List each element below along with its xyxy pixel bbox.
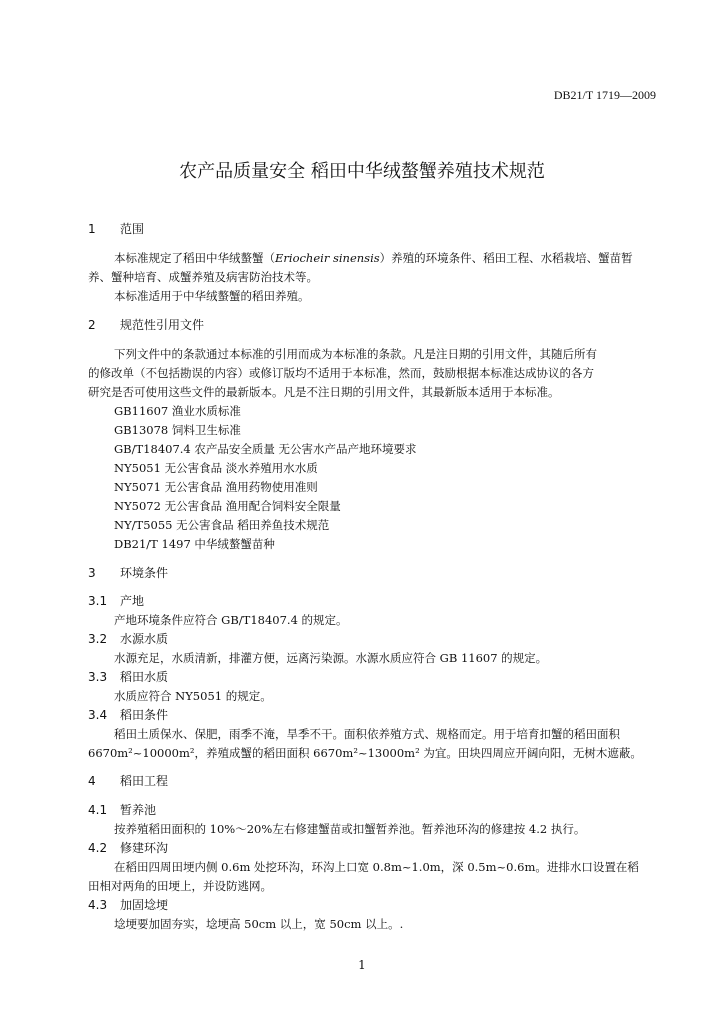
- subsection-number: 3.3: [88, 670, 108, 684]
- section-number: 3: [88, 566, 96, 580]
- reference-item: GB13078 饲料卫生标准: [114, 423, 241, 437]
- subsection-3-3-text: 水质应符合 NY5051 的规定。: [114, 689, 272, 703]
- section-1-para-2: 本标准适用于中华绒螯蟹的稻田养殖。: [114, 289, 310, 303]
- section-3-heading: [88, 566, 168, 580]
- document-title: 农产品质量安全 稻田中华绒螯蟹养殖技术规范: [179, 161, 545, 182]
- subsection-title: 稻田条件: [120, 708, 169, 722]
- subsection-4-3-text: 埝埂要加固夯实，埝埂高 50cm 以上，宽 50cm 以上。.: [114, 917, 404, 931]
- page-number: 1: [358, 958, 366, 972]
- section-1-para-1-line-2: 养、蟹种培育、成蟹养殖及病害防治技术等。: [88, 270, 318, 284]
- subsection-3-3-heading: [88, 670, 168, 684]
- subsection-title: 暂养池: [120, 803, 157, 817]
- latin-species-name: Eriocheir sinensis: [275, 251, 380, 265]
- subsection-4-2-line-1: 在稻田四周田埂内侧 0.6m 处挖环沟，环沟上口宽 0.8m~1.0m，深 0.5m~0.6m。进排水口设置在稻: [114, 860, 639, 874]
- subsection-3-4-line-1: 稻田土质保水、保肥，雨季不淹，旱季不干。面积依养殖方式、规格而定。用于培育扣蟹的稻田面积: [114, 727, 620, 741]
- subsection-title: 加固埝埂: [120, 898, 169, 912]
- subsection-3-4-line-2: 6670m²~10000m²，养殖成蟹的稻田面积 6670m²~13000m² 为宜。田块四周应开阔向阳，无树木遮蔽。: [88, 746, 642, 760]
- section-title: 环境条件: [120, 566, 169, 580]
- subsection-4-1-text: 按养殖稻田面积的 10%～20%左右修建蟹苗或扣蟹暂养池。暂养池环沟的修建按 4.2 执行。: [114, 822, 586, 836]
- subsection-3-4-heading: [88, 708, 168, 722]
- subsection-title: 产地: [120, 594, 145, 608]
- section-number: 2: [88, 318, 96, 332]
- reference-item: NY5051 无公害食品 淡水养殖用水水质: [114, 461, 318, 475]
- subsection-number: 4.1: [88, 803, 108, 817]
- text-run: 本标准规定了稻田中华绒螯蟹（: [114, 251, 275, 265]
- section-1-para-1-line-1: [114, 251, 633, 265]
- reference-item: DB21/T 1497 中华绒螯蟹苗种: [114, 537, 275, 551]
- subsection-3-1-text: 产地环境条件应符合 GB/T18407.4 的规定。: [114, 613, 348, 627]
- subsection-4-1-heading: [88, 803, 156, 817]
- section-title: 稻田工程: [120, 774, 169, 788]
- standard-code: DB21/T 1719—2009: [553, 88, 656, 102]
- reference-item: GB/T18407.4 农产品安全质量 无公害水产品产地环境要求: [114, 442, 417, 456]
- section-4-heading: [88, 774, 168, 788]
- subsection-3-2-text: 水源充足，水质清新，排灌方便，远离污染源。水源水质应符合 GB 11607 的规定。: [114, 651, 548, 665]
- subsection-title: 稻田水质: [120, 670, 169, 684]
- section-title: 规范性引用文件: [120, 318, 205, 332]
- section-2-heading: [88, 318, 204, 332]
- section-title: 范围: [120, 222, 145, 236]
- subsection-number: 4.2: [88, 841, 108, 855]
- subsection-number: 3.2: [88, 632, 108, 646]
- subsection-4-2-heading: [88, 841, 168, 855]
- subsection-3-2-heading: [88, 632, 168, 646]
- subsection-number: 3.4: [88, 708, 108, 722]
- reference-item: GB11607 渔业水质标准: [114, 404, 241, 418]
- section-number: 4: [88, 774, 96, 788]
- reference-item: NY5071 无公害食品 渔用药物使用准则: [114, 480, 318, 494]
- subsection-3-1-heading: [88, 594, 144, 608]
- subsection-number: 3.1: [88, 594, 108, 608]
- subsection-title: 水源水质: [120, 632, 169, 646]
- section-2-para-line-1: 下列文件中的条款通过本标准的引用而成为本标准的条款。凡是注日期的引用文件，其随后所有: [114, 347, 597, 361]
- section-1-heading: [88, 222, 144, 236]
- reference-item: NY/T5055 无公害食品 稻田养鱼技术规范: [114, 518, 330, 532]
- section-2-para-line-2: 的修改单（不包括勘误的内容）或修订版均不适用于本标准，然而，鼓励根据本标准达成协议的各方: [88, 366, 594, 380]
- subsection-title: 修建环沟: [120, 841, 169, 855]
- section-number: 1: [88, 222, 96, 236]
- text-run: ）养殖的环境条件、稻田工程、水稻栽培、蟹苗暂: [379, 251, 633, 265]
- subsection-4-3-heading: [88, 898, 168, 912]
- subsection-number: 4.3: [88, 898, 108, 912]
- subsection-4-2-line-2: 田相对两角的田埂上，并设防逃网。: [88, 879, 272, 893]
- reference-item: NY5072 无公害食品 渔用配合饲料安全限量: [114, 499, 341, 513]
- section-2-para-line-3: 研究是否可使用这些文件的最新版本。凡是不注日期的引用文件，其最新版本适用于本标准。: [88, 385, 560, 399]
